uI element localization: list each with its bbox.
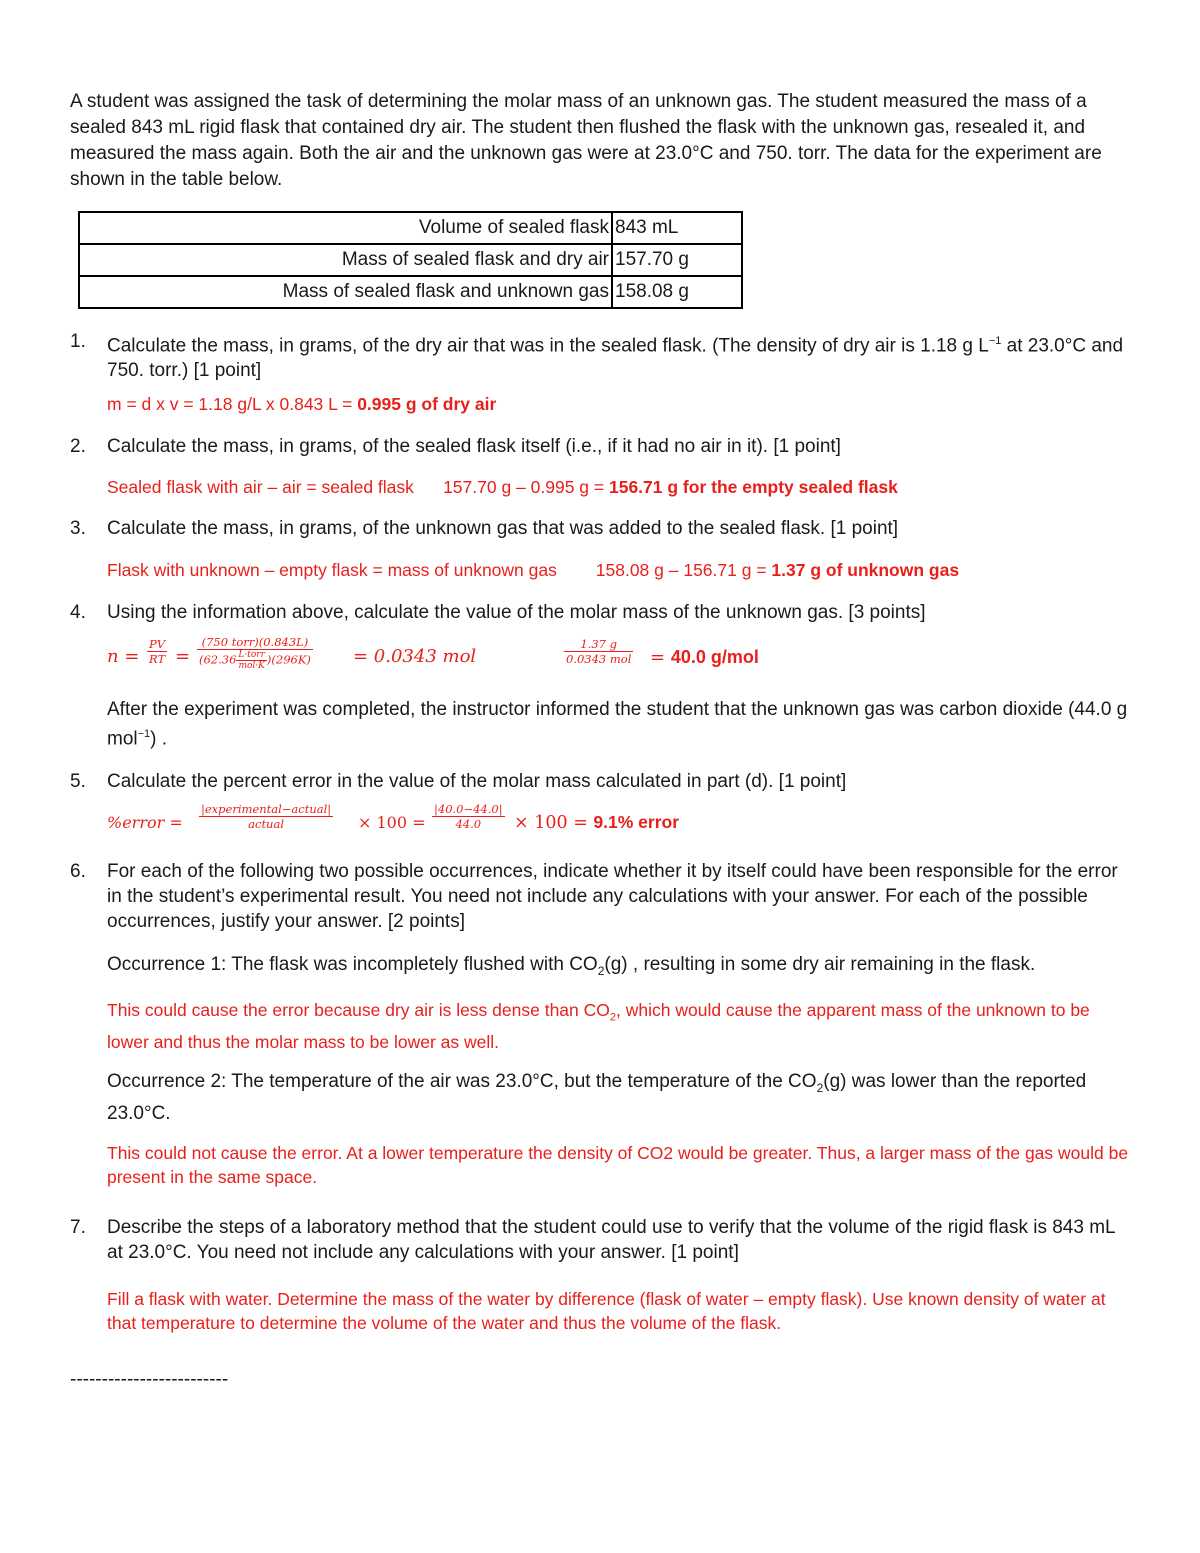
eq2-equals: = xyxy=(650,647,671,669)
eq-result: = 0.0343 mol xyxy=(353,646,477,668)
answer-7: Fill a flask with water. Determine the mass of the water by difference (flask of water – empty flask). Use known density of water at that temperature to determine the volume of the water and thus the volume of the flask. xyxy=(107,1288,1106,1333)
subscript: 2 xyxy=(816,1080,824,1095)
table-row xyxy=(79,212,742,244)
answer-result: 1.37 g of unknown gas xyxy=(771,560,960,581)
subscript: 2 xyxy=(609,1011,617,1024)
table-label: Volume of sealed flask xyxy=(79,212,612,244)
denominator-part: )(296K) xyxy=(266,652,311,667)
table-value: 158.08 g xyxy=(612,276,742,308)
occurrence-text: Occurrence 1: The flask was incompletely flushed with CO xyxy=(107,953,598,975)
eq-times-2: × 100 = xyxy=(514,812,594,833)
paragraph-part: After the experiment was completed, the instructor informed the student that the unknown gas was carbon dioxide (44.0 g mol xyxy=(107,699,1128,750)
question-text-part: Calculate the mass, in grams, of the unknown gas that was added to the sealed flask. [1 point] xyxy=(107,518,899,540)
table-row xyxy=(79,276,742,308)
answer-3 xyxy=(107,558,1130,582)
occurrence-1-answer xyxy=(107,998,1130,1054)
superscript: −1 xyxy=(988,335,1002,347)
question-text-part: Using the information above, calculate the value of the molar mass of the unknown gas. [3 points] xyxy=(107,602,926,624)
occurrence-2-answer: This could not cause the error. At a lower temperature the density of CO2 would be greater. Thus, a larger mass of the gas would be present in the same space. xyxy=(107,1142,1129,1187)
question-text-part: For each of the following two possible occurrences, indicate whether it by itself could have been responsible for the error in the student’s experimental result. You need not include any calculations with your answer. For each of the possible occurrences, justify your answer. [2 points] xyxy=(107,860,1118,932)
answer-text: This could cause the error because dry air is less dense than CO xyxy=(107,1000,610,1021)
occurrence-text: (g) was lower than the reported 23.0°C. xyxy=(107,1070,1087,1124)
question-number: 4. xyxy=(70,602,86,624)
units-fraction xyxy=(236,650,266,671)
question-number: 5. xyxy=(70,770,86,792)
fraction-denominator xyxy=(197,650,313,671)
question-text-part: Calculate the mass, in grams, of the sealed flask itself (i.e., if it had no air in it). [1 point] xyxy=(107,436,841,458)
question-6 xyxy=(70,859,1130,1189)
eq2-answer xyxy=(650,645,759,670)
fraction-denominator: mol·K xyxy=(238,661,265,672)
question-3 xyxy=(70,516,1130,582)
question-7 xyxy=(70,1215,1130,1335)
after-experiment-text xyxy=(70,697,1130,751)
question-number: 6. xyxy=(70,860,86,882)
fraction-numerator: |experimental−actual| xyxy=(201,801,332,816)
answer-5-equation xyxy=(107,802,1130,842)
eq-big-fraction xyxy=(197,635,313,671)
eq-equals: = xyxy=(175,646,191,668)
question-number: 2. xyxy=(70,436,86,458)
answer-4-equations xyxy=(107,633,1130,683)
fraction-numerator: |40.0−44.0| xyxy=(434,801,503,816)
worksheet-page xyxy=(70,89,1130,1391)
question-text xyxy=(70,434,1130,459)
data-table xyxy=(78,211,743,309)
question-text xyxy=(70,329,1130,383)
question-number: 3. xyxy=(70,518,86,540)
paragraph-part: ) . xyxy=(150,728,168,750)
answer-text: Flask with unknown – empty flask = mass of unknown gas 158.08 g – 156.71 g = xyxy=(107,560,772,581)
answer-text: , which would cause the apparent mass of the unknown to be lower and thus the molar mass to be lower as well. xyxy=(107,1000,1090,1052)
question-text xyxy=(70,516,1130,541)
eq2-fraction xyxy=(564,637,633,666)
question-4 xyxy=(70,600,1130,751)
table-row xyxy=(79,244,742,276)
occurrence-text: (g) , resulting in some dry air remaining in the flask. xyxy=(604,953,1036,975)
eq-pv-fraction xyxy=(147,637,167,666)
question-text-part: Calculate the mass, in grams, of the dry air that was in the sealed flask. (The density of dry air is 1.18 g L xyxy=(107,335,989,357)
table-value: 157.70 g xyxy=(612,244,742,276)
denominator-part: (62.36 xyxy=(199,652,237,667)
eq-n: n = xyxy=(107,646,140,668)
occurrence-1 xyxy=(107,952,1130,984)
fraction-denominator: 44.0 xyxy=(455,816,482,831)
table-label: Mass of sealed flask and dry air xyxy=(79,244,612,276)
question-text-part: at 23.0°C and 750. torr.) [1 point] xyxy=(107,335,1124,382)
eq-times-1: × 100 = xyxy=(358,812,426,832)
separator-line: ------------------------- xyxy=(70,1368,229,1390)
subscript: 2 xyxy=(597,963,605,978)
fraction-numerator: (750 torr)(0.843L) xyxy=(197,635,313,650)
eq-fraction-1 xyxy=(199,802,333,831)
question-text xyxy=(70,769,1130,794)
fraction-numerator: 1.37 g xyxy=(564,637,633,652)
question-text xyxy=(70,1215,1130,1265)
superscript: −1 xyxy=(137,728,151,741)
question-1 xyxy=(70,329,1130,416)
answer-result: 0.995 g of dry air xyxy=(357,394,497,415)
question-text xyxy=(70,600,1130,625)
fraction-denominator: 0.0343 mol xyxy=(566,652,632,667)
answer-text: Sealed flask with air – air = sealed flask 157.70 g – 0.995 g = xyxy=(107,477,609,498)
table-label: Mass of sealed flask and unknown gas xyxy=(79,276,612,308)
question-text-part: Describe the steps of a laboratory method that the student could use to verify that the volume of the rigid flask is 843 mL at 23.0°C. You need not include any calculations with your answer. [1 point] xyxy=(107,1216,1115,1263)
answer-result: 9.1% error xyxy=(593,811,680,832)
question-number: 1. xyxy=(70,331,86,352)
intro-paragraph: A student was assigned the task of determining the molar mass of an unknown gas. The student measured the mass of a sealed 843 mL rigid flask that contained dry air. The student then flushed the flask with the unknown gas, resealed it, and measured the mass again. Both the air and the unknown gas were at 23.0°C and 750. torr. The data for the experiment are shown in the table below. xyxy=(70,91,1102,190)
fraction-denominator: RT xyxy=(149,652,166,667)
question-2 xyxy=(70,434,1130,499)
answer-result: 156.71 g for the empty sealed flask xyxy=(608,477,898,498)
fraction-numerator: L·torr xyxy=(238,650,265,661)
fraction-numerator: PV xyxy=(147,637,167,652)
answer-2 xyxy=(107,475,1130,499)
eq-lhs: %error = xyxy=(107,812,183,832)
answer-result: 40.0 g/mol xyxy=(670,647,759,668)
question-5 xyxy=(70,769,1130,842)
question-text-part: Calculate the percent error in the value of the molar mass calculated in part (d). [1 point] xyxy=(107,770,847,792)
occurrence-2 xyxy=(107,1069,1130,1126)
occurrence-text: Occurrence 2: The temperature of the air was 23.0°C, but the temperature of the CO xyxy=(107,1070,817,1092)
answer-text: m = d x v = 1.18 g/L x 0.843 L = xyxy=(107,394,358,415)
eq-fraction-2 xyxy=(432,802,505,831)
question-text xyxy=(70,859,1130,934)
fraction-denominator: actual xyxy=(248,816,284,831)
question-number: 7. xyxy=(70,1216,86,1238)
eq-result-wrap xyxy=(514,810,679,835)
table-value: 843 mL xyxy=(612,212,742,244)
answer-1 xyxy=(107,392,1130,416)
